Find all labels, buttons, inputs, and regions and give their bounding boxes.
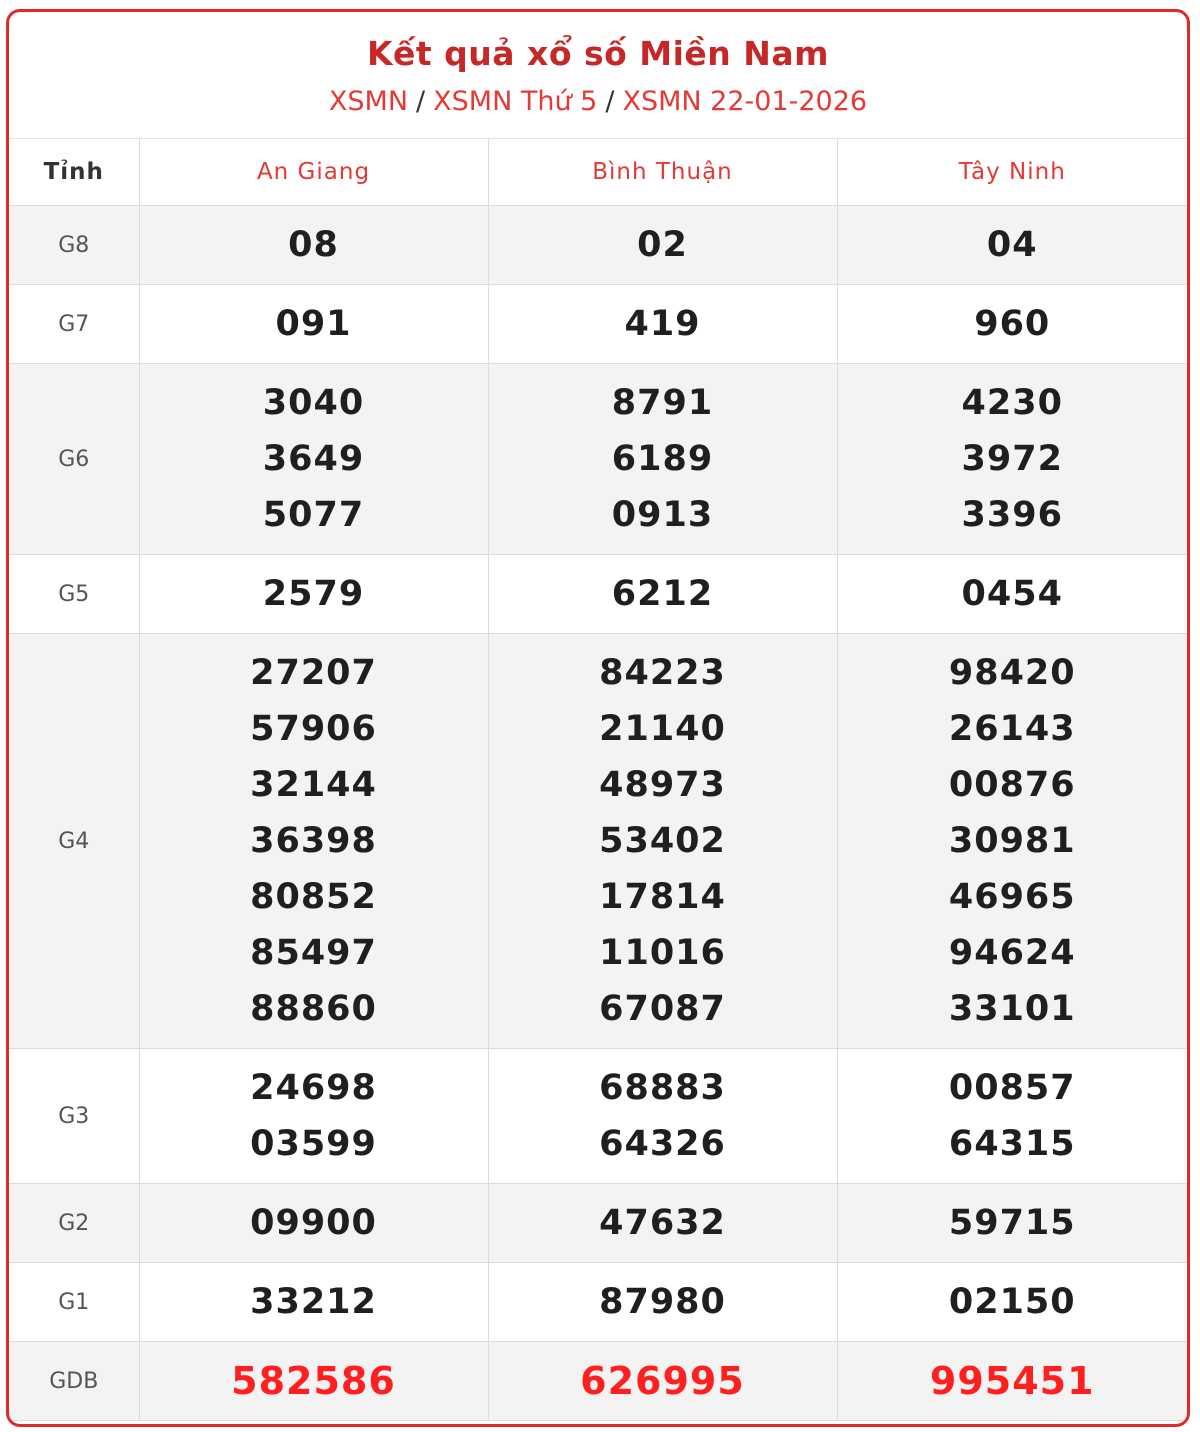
prize-number: 24698 <box>250 1068 377 1108</box>
prize-number: 4230 <box>961 383 1063 423</box>
result-cell <box>837 285 1187 364</box>
result-cell <box>139 1184 488 1263</box>
prize-number: 84223 <box>599 653 726 693</box>
prize-label: G8 <box>9 206 139 285</box>
province-column-label: Tỉnh <box>9 139 139 206</box>
prize-label: G3 <box>9 1049 139 1184</box>
result-cell <box>488 1263 837 1342</box>
result-cell <box>488 634 837 1049</box>
result-cell <box>837 1342 1187 1421</box>
province-header-binh-thuan[interactable]: Bình Thuận <box>488 139 837 206</box>
table-header-row <box>9 139 1187 206</box>
result-cell <box>139 1049 488 1184</box>
prize-number: 3972 <box>961 439 1063 479</box>
prize-number: 30981 <box>948 821 1076 861</box>
prize-row-g8 <box>9 206 1187 285</box>
prize-number: 0454 <box>961 574 1063 614</box>
prize-number: 3649 <box>262 439 365 479</box>
prize-row-g7 <box>9 285 1187 364</box>
prize-number: 57906 <box>250 709 377 749</box>
prize-number: 94624 <box>948 933 1076 973</box>
breadcrumb-link-xsmn[interactable]: XSMN <box>328 86 409 117</box>
prize-number: 80852 <box>250 877 377 917</box>
result-cell <box>139 555 488 634</box>
result-cell <box>837 634 1187 1049</box>
prize-number: 11016 <box>599 933 726 973</box>
breadcrumb-link-xsmn-thu-5[interactable]: XSMN Thứ 5 <box>433 86 598 117</box>
result-cell <box>837 1263 1187 1342</box>
result-cell <box>837 364 1187 555</box>
result-cell <box>488 285 837 364</box>
prize-label: G4 <box>9 634 139 1049</box>
prize-number: 8791 <box>611 383 714 423</box>
prize-label: G6 <box>9 364 139 555</box>
result-cell <box>488 364 837 555</box>
results-header <box>9 12 1187 139</box>
result-cell <box>139 634 488 1049</box>
result-cell <box>837 1184 1187 1263</box>
prize-number: 419 <box>624 304 701 344</box>
result-cell <box>488 206 837 285</box>
prize-number: 09900 <box>250 1203 377 1243</box>
special-prize-number: 582586 <box>231 1359 396 1403</box>
prize-number: 6189 <box>611 439 714 479</box>
prize-number: 02 <box>637 225 688 265</box>
prize-number: 02150 <box>948 1282 1076 1322</box>
prize-label: GDB <box>9 1342 139 1421</box>
prize-number: 64326 <box>599 1124 726 1164</box>
prize-row-g4 <box>9 634 1187 1049</box>
results-card <box>6 9 1190 1427</box>
prize-number: 6212 <box>611 574 714 614</box>
prize-row-gdb <box>9 1342 1187 1421</box>
province-header-tay-ninh[interactable]: Tây Ninh <box>837 139 1187 206</box>
result-cell <box>488 555 837 634</box>
prize-number: 47632 <box>599 1203 726 1243</box>
breadcrumb <box>9 84 1187 120</box>
prize-number: 04 <box>986 225 1038 265</box>
result-cell <box>139 206 488 285</box>
results-body <box>9 206 1187 1421</box>
prize-number: 03599 <box>250 1124 377 1164</box>
prize-number: 00876 <box>948 765 1076 805</box>
prize-row-g3 <box>9 1049 1187 1184</box>
special-prize-number: 995451 <box>929 1359 1095 1403</box>
prize-number: 88860 <box>250 989 377 1029</box>
prize-row-g6 <box>9 364 1187 555</box>
prize-label: G1 <box>9 1263 139 1342</box>
prize-label: G2 <box>9 1184 139 1263</box>
prize-label: G5 <box>9 555 139 634</box>
result-cell <box>139 285 488 364</box>
prize-number: 27207 <box>250 653 377 693</box>
special-prize-number: 626995 <box>580 1359 745 1403</box>
prize-number: 33101 <box>948 989 1076 1029</box>
result-cell <box>837 555 1187 634</box>
prize-number: 87980 <box>599 1282 726 1322</box>
prize-number: 2579 <box>262 574 365 614</box>
prize-number: 68883 <box>599 1068 726 1108</box>
prize-number: 08 <box>288 225 339 265</box>
prize-row-g1 <box>9 1263 1187 1342</box>
prize-number: 64315 <box>948 1124 1076 1164</box>
prize-number: 67087 <box>599 989 726 1029</box>
result-cell <box>488 1049 837 1184</box>
prize-number: 3040 <box>262 383 365 423</box>
page-title: Kết quả xổ số Miền Nam <box>366 34 830 73</box>
prize-number: 0913 <box>611 495 714 535</box>
result-cell <box>488 1184 837 1263</box>
prize-number: 36398 <box>250 821 377 861</box>
prize-number: 17814 <box>599 877 726 917</box>
result-cell <box>139 364 488 555</box>
prize-number: 26143 <box>948 709 1076 749</box>
prize-number: 21140 <box>599 709 726 749</box>
breadcrumb-link-xsmn-date[interactable]: XSMN 22-01-2026 <box>622 86 868 117</box>
prize-number: 98420 <box>948 653 1076 693</box>
province-header-an-giang[interactable]: An Giang <box>139 139 488 206</box>
prize-number: 48973 <box>599 765 726 805</box>
prize-number: 00857 <box>948 1068 1076 1108</box>
prize-number: 5077 <box>262 495 365 535</box>
result-cell <box>139 1263 488 1342</box>
result-cell <box>837 1049 1187 1184</box>
prize-number: 59715 <box>948 1203 1076 1243</box>
result-cell <box>488 1342 837 1421</box>
prize-label: G7 <box>9 285 139 364</box>
breadcrumb-separator: / <box>605 86 615 117</box>
prize-number: 960 <box>974 304 1051 344</box>
prize-number: 46965 <box>948 877 1076 917</box>
result-cell <box>139 1342 488 1421</box>
prize-number: 091 <box>275 304 352 344</box>
prize-number: 53402 <box>599 821 726 861</box>
prize-number: 32144 <box>250 765 377 805</box>
prize-row-g5 <box>9 555 1187 634</box>
results-table <box>9 139 1187 1421</box>
breadcrumb-separator: / <box>416 86 426 117</box>
prize-number: 3396 <box>961 495 1063 535</box>
prize-number: 85497 <box>250 933 377 973</box>
prize-number: 33212 <box>250 1282 377 1322</box>
result-cell <box>837 206 1187 285</box>
prize-row-g2 <box>9 1184 1187 1263</box>
